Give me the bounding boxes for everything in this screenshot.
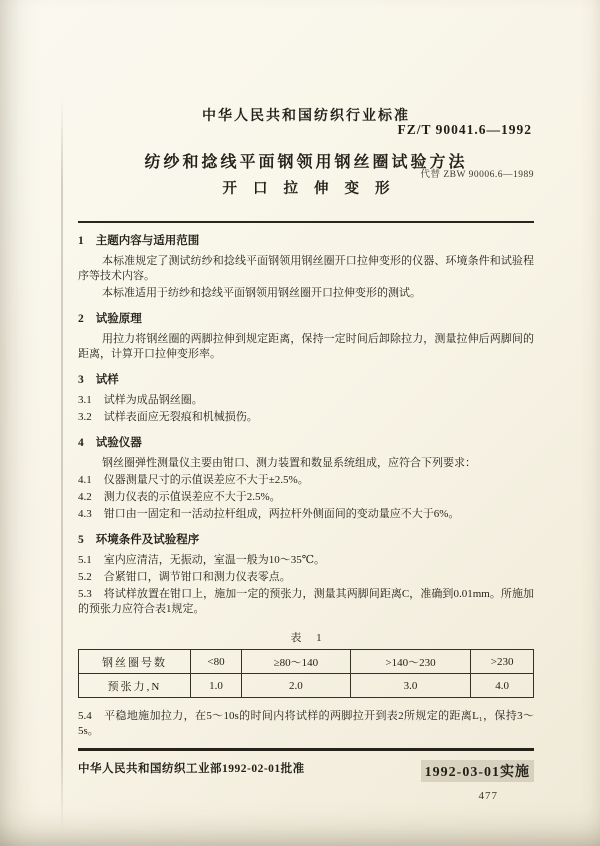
clause-item — [78, 553, 534, 568]
clause-number: 3.1 — [78, 394, 92, 406]
clause-number: 3.2 — [78, 411, 92, 423]
paragraph: 本标准适用于纺纱和捻线平面钢领用钢丝圈开口拉伸变形的测试。 — [102, 287, 421, 299]
section-heading — [78, 373, 534, 388]
clause-text: 测力仪表的示值误差应不大于2.5%。 — [103, 491, 281, 503]
clause-number: 4.1 — [78, 474, 92, 486]
paragraph: 钢丝圈弹性测量仪主要由钳口、测力装置和数显系统组成，应符合下列要求： — [102, 457, 476, 469]
clause-number: 5.3 — [78, 588, 92, 600]
scan-edge-shadow — [61, 96, 63, 832]
clause-number: 4 — [78, 437, 84, 449]
clause-item — [78, 410, 534, 425]
page-number: 477 — [478, 790, 498, 802]
table-cell: 3.0 — [350, 674, 471, 698]
table-cell: >140～230 — [350, 650, 471, 674]
table-row — [79, 650, 534, 674]
approval-note: 中华人民共和国纺织工业部1992-02-01批准 — [78, 763, 305, 775]
section-heading — [78, 436, 534, 451]
table-cell: <80 — [191, 650, 242, 674]
table-cell: 4.0 — [471, 674, 534, 698]
implementation-date: 1992-03-01实施 — [421, 760, 534, 782]
clause-text: 钳口由一固定和一活动拉杆组成，两拉杆外侧面间的变动量应不大于6%。 — [103, 508, 460, 520]
table-cell: 预张力,N — [79, 674, 191, 698]
clause-number: 5.1 — [78, 554, 92, 566]
table-cell: >230 — [471, 650, 534, 674]
clause-text: 试验原理 — [95, 313, 142, 325]
standard-subtitle: 开口拉伸变形 — [222, 181, 406, 197]
standard-title: 纺纱和捻线平面钢领用钢丝圈试验方法 — [144, 154, 468, 171]
table-caption: 表 1 — [290, 632, 328, 644]
clause-text: 将试样放置在钳口上，施加一定的预张力，测量其两脚间距离C，准确到0.01mm。所施加的预张力应符合表1规定。 — [78, 588, 534, 615]
table-cell: 1.0 — [191, 674, 242, 698]
header-rule — [78, 221, 534, 223]
clause-item — [78, 473, 534, 488]
clause-text: 仪器测量尺寸的示值误差应不大于±2.5%。 — [103, 474, 309, 486]
clause-text: 主题内容与适用范围 — [95, 235, 200, 247]
clause-number: 4.2 — [78, 491, 92, 503]
document-header — [78, 94, 534, 199]
clause-item — [78, 709, 534, 739]
table-cell: 钢丝圈号数 — [79, 650, 191, 674]
paragraph: 本标准规定了测试纺纱和捻线平面钢领用钢丝圈开口拉伸变形的仪器、环境条件和试验程序等技术内容。 — [78, 255, 534, 282]
paragraph: 用拉力将钢丝圈的两脚拉伸到规定距离，保持一定时间后卸除拉力，测量拉伸后两脚间的距离，计算开口拉伸变形率。 — [78, 333, 534, 360]
clause-item — [78, 507, 534, 522]
table-cell: 2.0 — [242, 674, 351, 698]
clause-number: 2 — [78, 313, 84, 325]
clause-number: 5.4 — [78, 710, 92, 722]
document-footer — [78, 748, 534, 782]
standard-type: 中华人民共和国纺织行业标准 — [202, 109, 410, 124]
clause-item — [78, 490, 534, 505]
clause-text: 试样 — [95, 374, 119, 386]
clause-number: 3 — [78, 374, 84, 386]
section-heading — [78, 533, 534, 548]
clause-number: 5.2 — [78, 571, 92, 583]
clause-item — [78, 393, 534, 408]
page-content — [78, 94, 534, 741]
document-body — [78, 234, 534, 739]
table-cell: ≥80～140 — [242, 650, 351, 674]
standard-number: FZ/T 90041.6—1992 — [397, 122, 532, 137]
clause-number: 5 — [78, 534, 84, 546]
clause-item — [78, 587, 534, 617]
clause-text: 试验仪器 — [95, 437, 142, 449]
clause-text: 试样表面应无裂痕和机械损伤。 — [103, 411, 258, 423]
clause-text: 环境条件及试验程序 — [95, 534, 200, 546]
table-row — [79, 674, 534, 698]
section-heading — [78, 312, 534, 327]
clause-number: 1 — [78, 235, 84, 247]
replaces-note: 代替 ZBW 90006.6—1989 — [420, 170, 534, 180]
clause-text: 平稳地施加拉力，在5～10s的时间内将试样的两脚拉开到表2所规定的距离L₁，保持3～5s。 — [78, 710, 534, 737]
clause-text: 室内应清洁，无振动，室温一般为10～35℃。 — [103, 554, 326, 566]
clause-text: 试样为成品钢丝圈。 — [103, 394, 203, 406]
clause-number: 4.3 — [78, 508, 92, 520]
section-heading — [78, 234, 534, 249]
pretension-table — [78, 649, 534, 698]
clause-text: 合紧钳口，调节钳口和测力仪表零点。 — [103, 571, 291, 583]
clause-item — [78, 570, 534, 585]
